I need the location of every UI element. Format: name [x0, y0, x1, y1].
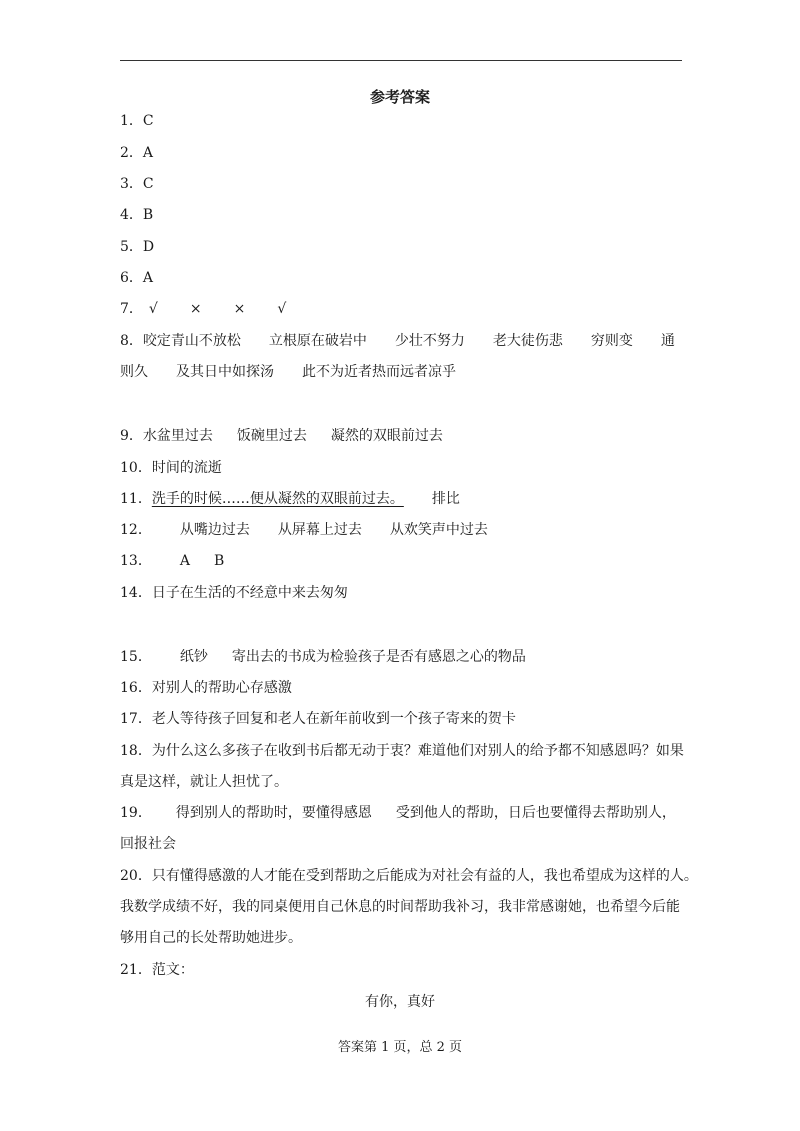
answer-number: 17． [120, 711, 152, 727]
answer-text: 从嘴边过去 [179, 522, 250, 538]
answer-1 [120, 111, 154, 131]
answer-10 [120, 458, 222, 478]
answer-5 [120, 237, 154, 257]
answer-text: 则久 [120, 364, 148, 380]
answer-text: 饭碗里过去 [236, 428, 307, 444]
answer-8 [120, 331, 675, 351]
answer-18-continued [120, 772, 288, 792]
answer-text: 老大徒伤悲 [492, 333, 563, 349]
answer-text: 通 [660, 333, 675, 349]
answer-4 [120, 205, 153, 225]
answer-text: 我数学成绩不好，我的同桌便用自己休息的时间帮助我补习，我非常感谢她，也希望今后能 [120, 899, 680, 915]
answer-number: 16． [120, 680, 152, 696]
answer-9 [120, 426, 443, 446]
answer-11 [120, 489, 460, 509]
answer-text: 立根原在破岩中 [268, 333, 367, 349]
answer-mark: A [179, 553, 190, 569]
answer-mark: √ [277, 301, 287, 317]
answer-18 [120, 741, 684, 761]
answer-number: 6． [120, 270, 143, 286]
answer-number: 18． [120, 743, 152, 759]
answer-14 [120, 583, 348, 603]
essay-title: 有你，真好 [365, 994, 435, 1010]
answer-number: 10． [120, 460, 152, 476]
answer-mark: B [213, 553, 225, 569]
answer-text: 够用自己的长处帮助她进步。 [120, 930, 302, 946]
answer-number: 1． [120, 113, 143, 129]
answer-text: A [142, 270, 154, 286]
answer-text: D [142, 239, 155, 255]
answer-15 [120, 647, 526, 667]
answer-text: 凝然的双眼前过去 [330, 428, 443, 444]
answer-text: 只有懂得感激的人才能在受到帮助之后能成为对社会有益的人，我也希望成为这样的人。 [151, 868, 698, 884]
answer-20 [120, 866, 698, 886]
answer-text: 日子在生活的不经意中来去匆匆 [151, 585, 348, 601]
answer-number: 15． [120, 649, 152, 665]
answer-text: 得到别人的帮助时，要懂得感恩 [175, 805, 372, 821]
answer-number: 19． [120, 805, 152, 821]
answer-number: 4． [120, 207, 143, 223]
answer-mark: √ [148, 301, 158, 317]
answer-text: A [142, 145, 154, 161]
answer-text: 纸钞 [179, 649, 208, 665]
answer-text: 老人等待孩子回复和老人在新年前收到一个孩子寄来的贺卡 [151, 711, 516, 727]
answer-number: 21． [120, 962, 152, 978]
answer-13 [120, 551, 224, 571]
answer-text-underlined: 洗手的时候……便从凝然的双眼前过去。 [151, 491, 404, 507]
answer-text: 从欢笑声中过去 [389, 522, 488, 538]
answer-text: 穷则变 [590, 333, 633, 349]
answer-number: 5． [120, 239, 143, 255]
answer-number: 14． [120, 585, 152, 601]
answer-19 [120, 803, 676, 823]
answer-number: 3． [120, 176, 143, 192]
answer-20-continued [120, 897, 680, 917]
answer-mark: × [233, 301, 246, 317]
answer-number: 12． [120, 522, 152, 538]
answer-8-continued [120, 362, 456, 382]
answer-number: 11． [120, 491, 152, 507]
answer-21 [120, 960, 194, 980]
answer-number: 8． [120, 333, 143, 349]
answer-19-continued [120, 834, 176, 854]
answer-number: 20． [120, 868, 152, 884]
answer-2 [120, 143, 153, 163]
answer-7 [120, 299, 286, 319]
answer-text: 真是这样，就让人担忧了。 [120, 774, 288, 790]
answer-6 [120, 268, 153, 288]
answer-text: 此不为近者热而远者凉乎 [302, 364, 456, 380]
answer-text: 排比 [431, 491, 460, 507]
answer-text: 对别人的帮助心存感激 [151, 680, 292, 696]
answer-mark: × [189, 301, 202, 317]
answer-text: 从屏幕上过去 [277, 522, 362, 538]
answer-text: 为什么这么多孩子在收到书后都无动于衷？难道他们对别人的给予都不知感恩吗？如果 [151, 743, 684, 759]
answer-3 [120, 174, 154, 194]
answer-text: C [142, 113, 154, 129]
answer-text: 受到他人的帮助，日后也要懂得去帮助别人， [395, 805, 676, 821]
answer-text: 少壮不努力 [394, 333, 465, 349]
answer-text: 回报社会 [120, 836, 176, 852]
answer-text: 时间的流逝 [151, 460, 222, 476]
answer-16 [120, 678, 292, 698]
answer-text: 范文： [151, 962, 194, 978]
answer-12 [120, 520, 488, 540]
answer-number: 7． [120, 301, 143, 317]
answer-text: 咬定青山不放松 [142, 333, 241, 349]
answer-number: 13． [120, 553, 152, 569]
answer-text: 及其日中如探汤 [176, 364, 274, 380]
page-title: 参考答案 [369, 88, 430, 106]
page-footer: 答案第 1 页，总 2 页 [337, 1040, 463, 1055]
answer-text: B [142, 207, 154, 223]
answer-number: 2． [120, 145, 143, 161]
header-rule [120, 60, 682, 61]
answer-text: 寄出去的书成为检验孩子是否有感恩之心的物品 [231, 649, 526, 665]
answer-17 [120, 709, 516, 729]
answer-number: 9． [120, 428, 143, 444]
answer-text: 水盆里过去 [142, 428, 213, 444]
answer-20-continued-2 [120, 928, 302, 948]
answer-text: C [142, 176, 154, 192]
